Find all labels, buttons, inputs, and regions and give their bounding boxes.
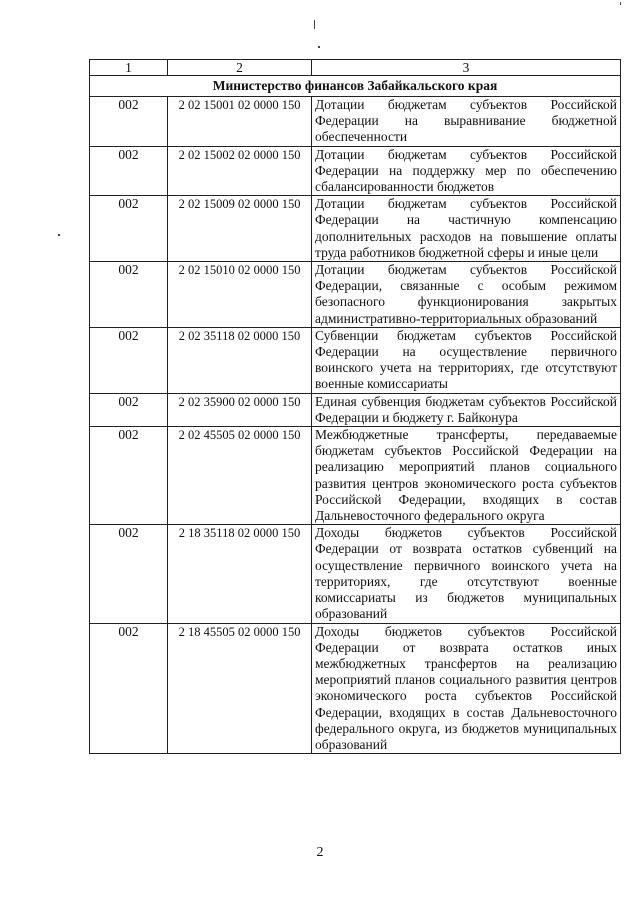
- budget-code-cell: 2 02 15002 02 0000 150: [168, 146, 312, 196]
- revenue-name-cell: Дотации бюджетам субъектов Российской Федерации, связанные с особым режимом безопасного функционирования закрытых административно-территориальных образований: [312, 262, 621, 328]
- scan-speck: [620, 2, 621, 5]
- revenue-codes-table: [89, 59, 621, 754]
- revenue-name-cell: Субвенции бюджетам субъектов Российской Федерации на осуществление первичного воинского учета на территориях, где отсутствуют военные комиссариаты: [312, 327, 621, 393]
- budget-code-cell: 2 18 45505 02 0000 150: [168, 623, 312, 754]
- budget-code-cell: 2 02 15009 02 0000 150: [168, 196, 312, 262]
- scan-speck: [318, 46, 320, 48]
- page-number: 2: [316, 845, 324, 860]
- budget-code-cell: 2 02 35900 02 0000 150: [168, 393, 312, 426]
- table-row: [90, 327, 621, 393]
- table-row: [90, 146, 621, 196]
- column-header: 3: [312, 60, 621, 76]
- column-header: 2: [168, 60, 312, 76]
- admin-code-cell: 002: [90, 623, 168, 754]
- budget-code-cell: 2 02 15010 02 0000 150: [168, 262, 312, 328]
- table-row: [90, 427, 621, 525]
- table-header-row: [90, 60, 621, 76]
- table-row: [90, 97, 621, 147]
- section-title: Министерство финансов Забайкальского края: [90, 76, 621, 97]
- table-row: [90, 525, 621, 623]
- revenue-name-cell: Единая субвенция бюджетам субъектов Российской Федерации и бюджету г. Байконура: [312, 393, 621, 426]
- table-row: [90, 393, 621, 426]
- budget-code-cell: 2 18 35118 02 0000 150: [168, 525, 312, 623]
- admin-code-cell: 002: [90, 196, 168, 262]
- admin-code-cell: 002: [90, 262, 168, 328]
- admin-code-cell: 002: [90, 393, 168, 426]
- budget-code-cell: 2 02 45505 02 0000 150: [168, 427, 312, 525]
- section-row: [90, 76, 621, 97]
- revenue-name-cell: Дотации бюджетам субъектов Российской Федерации на выравнивание бюджетной обеспеченности: [312, 97, 621, 147]
- budget-code-cell: 2 02 15001 02 0000 150: [168, 97, 312, 147]
- scan-speck: [314, 20, 315, 29]
- revenue-name-cell: Доходы бюджетов субъектов Российской Федерации от возврата остатков иных межбюджетных трансфертов на реализацию мероприятий планов социального развития центров экономического роста субъектов Российской Федерации, входящих в состав Дальневосточного федерального округа, из бюджетов муниципальных образований: [312, 623, 621, 754]
- scan-speck: [58, 234, 60, 236]
- revenue-name-cell: Доходы бюджетов субъектов Российской Федерации от возврата остатков субвенций на осуществление первичного воинского учета на территориях, где отсутствуют военные комиссариаты из бюджетов муниципальных образований: [312, 525, 621, 623]
- budget-code-cell: 2 02 35118 02 0000 150: [168, 327, 312, 393]
- table-row: [90, 196, 621, 262]
- table-row: [90, 262, 621, 328]
- admin-code-cell: 002: [90, 427, 168, 525]
- revenue-name-cell: Межбюджетные трансферты, передаваемые бюджетам субъектов Российской Федерации на реализацию мероприятий планов социального развития центров экономического роста субъектов Российской Федерации, входящих в состав Дальневосточного федерального округа: [312, 427, 621, 525]
- admin-code-cell: 002: [90, 327, 168, 393]
- revenue-name-cell: Дотации бюджетам субъектов Российской Федерации на частичную компенсацию дополнительных расходов на повышение оплаты труда работников бюджетной сферы и иные цели: [312, 196, 621, 262]
- table-row: [90, 623, 621, 754]
- admin-code-cell: 002: [90, 97, 168, 147]
- revenue-name-cell: Дотации бюджетам субъектов Российской Федерации на поддержку мер по обеспечению сбалансированности бюджетов: [312, 146, 621, 196]
- column-header: 1: [90, 60, 168, 76]
- admin-code-cell: 002: [90, 146, 168, 196]
- admin-code-cell: 002: [90, 525, 168, 623]
